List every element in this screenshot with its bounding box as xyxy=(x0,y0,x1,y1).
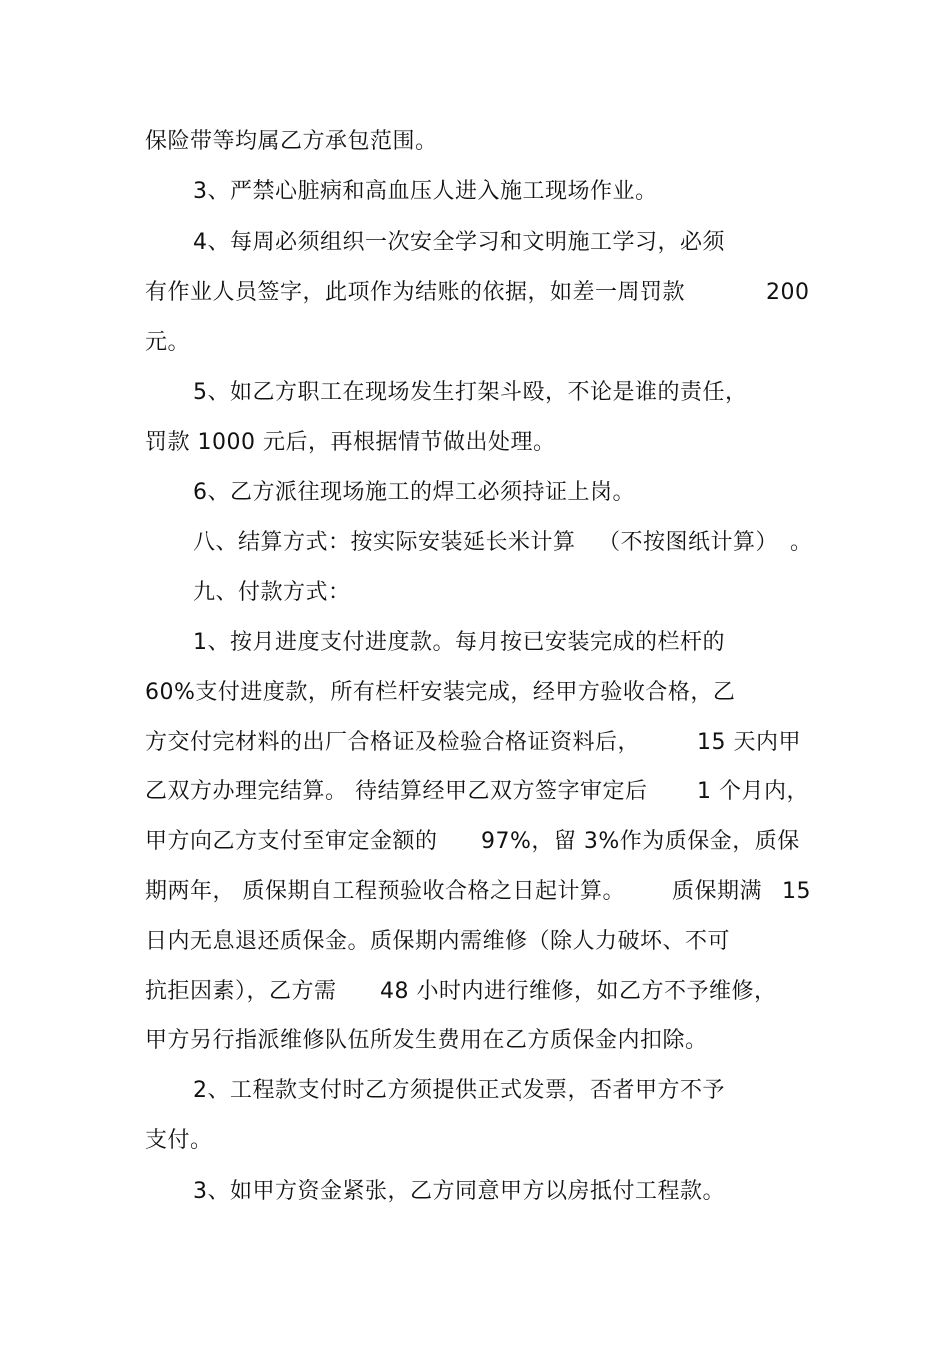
text-segment: 200 xyxy=(766,280,810,305)
text-segment: 97%，留 3%作为质保金，质保 xyxy=(481,829,800,854)
text-line: 元。 xyxy=(145,330,191,355)
text-line: 日内无息退还质保金。质保期内需维修（除人力破坏、不可 xyxy=(145,929,731,954)
text-line: 1、按月进度支付进度款。每月按已安装完成的栏杆的 xyxy=(193,630,725,655)
text-line: 罚款 1000 元后，再根据情节做出处理。 xyxy=(145,430,556,455)
text-segment: 质保期满 xyxy=(672,879,763,904)
text-line: 4、每周必须组织一次安全学习和文明施工学习，必须 xyxy=(193,230,725,255)
text-segment: 15 天内甲 xyxy=(697,730,801,755)
text-segment: 1 个月内， xyxy=(697,779,809,804)
text-line: 5、如乙方职工在现场发生打架斗殴，不论是谁的责任， xyxy=(193,380,748,405)
text-segment: 48 小时内进行维修，如乙方不予维修， xyxy=(380,979,777,1004)
text-line: 支付。 xyxy=(145,1128,213,1153)
text-line: 甲方向乙方支付至审定金额的 xyxy=(145,829,438,854)
text-line: 抗拒因素），乙方需 xyxy=(145,979,337,1004)
text-line: 乙双方办理完结算。 待结算经甲乙双方签字审定后 xyxy=(145,779,648,804)
text-line: 6、乙方派往现场施工的焊工必须持证上岗。 xyxy=(193,480,635,505)
text-segment: 15 xyxy=(782,879,811,904)
text-line: 60%支付进度款，所有栏杆安装完成，经甲方验收合格，乙 xyxy=(145,680,736,705)
text-line: 八、结算方式：按实际安装延长米计算 xyxy=(193,530,576,555)
text-line: 期两年， 质保期自工程预验收合格之日起计算。 xyxy=(145,879,625,904)
text-segment: （不按图纸计算） xyxy=(598,530,779,555)
text-segment: 。 xyxy=(790,530,813,555)
text-line: 3、严禁心脏病和高血压人进入施工现场作业。 xyxy=(193,179,658,204)
text-line: 3、如甲方资金紧张，乙方同意甲方以房抵付工程款。 xyxy=(193,1179,725,1204)
text-line: 方交付完材料的出厂合格证及检验合格证资料后， xyxy=(145,730,641,755)
text-line: 2、工程款支付时乙方须提供正式发票，否者甲方不予 xyxy=(193,1078,725,1103)
text-line: 九、付款方式： xyxy=(193,580,351,605)
text-line: 甲方另行指派维修队伍所发生费用在乙方质保金内扣除。 xyxy=(145,1028,708,1053)
text-line: 保险带等均属乙方承包范围。 xyxy=(145,129,438,154)
text-line: 有作业人员签字，此项作为结账的依据，如差一周罚款 xyxy=(145,280,686,305)
